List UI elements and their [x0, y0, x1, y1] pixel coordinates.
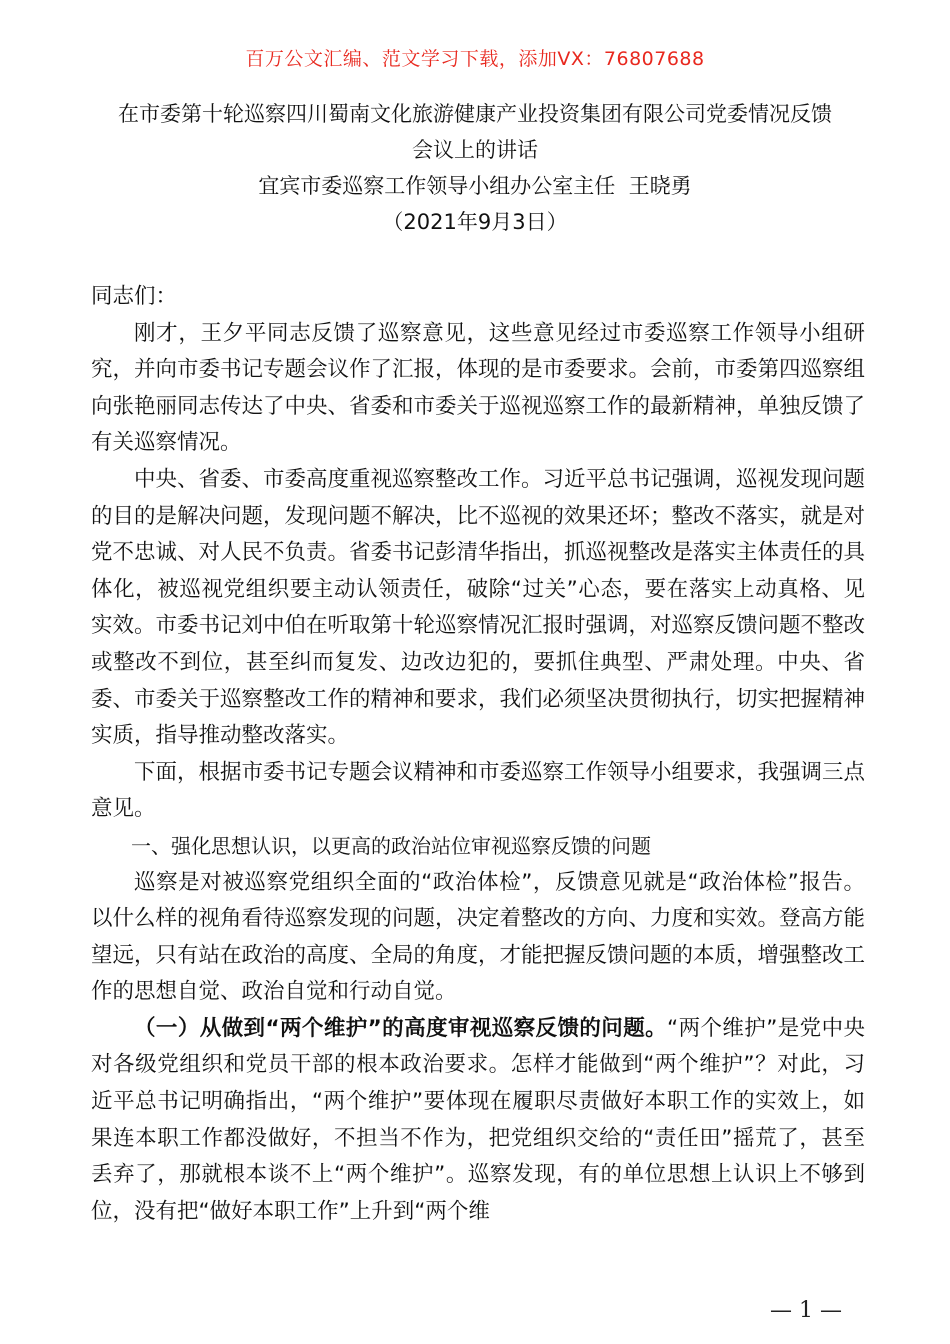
title-line-1: 在市委第十轮巡察四川蜀南文化旅游健康产业投资集团有限公司党委情况反馈	[118, 102, 832, 126]
date-line: （2021年9月3日）	[382, 210, 568, 234]
paragraph-3: 下面，根据市委书记专题会议精神和市委巡察工作领导小组要求，我强调三点意见。	[91, 759, 866, 822]
paragraph-2: 中央、省委、市委高度重视巡察整改工作。习近平总书记强调，巡视发现问题的目的是解决问题，发现问题不解决，比不巡视的效果还坏；整改不落实，就是对党不忠诚、对人民不负责。省委书记彭清华指出，抓巡视整改是落实主体责任的具体化，被巡视党组织要主动认领责任，破除“过关”心态，要在落实上动真格、见实效。市委书记刘中伯在听取第十轮巡察情况汇报时强调，对巡察反馈问题不整改或整改不到位，甚至纠而复发、边改边犯的，要抓住典型、严肃处理。中央、省委、市委关于巡察整改工作的精神和要求，我们必须坚决贯彻执行，切实把握精神实质，指导推动整改落实。	[91, 466, 866, 749]
title-block	[80, 96, 870, 240]
salutation: 同志们：	[91, 284, 178, 309]
paragraph-5-text: “两个维护”是党中央对各级党组织和党员干部的根本政治要求。怎样才能做到“两个维护”？对此，习近平总书记明确指出，“两个维护”要体现在履职尽责做好本职工作的实效上，如果连本职工作都没做好，不担当不作为，把党组织交给的“责任田”摇荒了，甚至丢弃了，那就根本谈不上“两个维护”。巡察发现，有的单位思想上认识上不够到位，没有把“做好本职工作”上升到“两个维	[91, 1015, 866, 1224]
subheading-1: （一）从做到“两个维护”的高度审视巡察反馈的问题。	[134, 1015, 668, 1041]
watermark-banner: 百万公文汇编、范文学习下载，添加VX：76807688	[245, 48, 705, 70]
paragraph-4: 巡察是对被巡察党组织全面的“政治体检”，反馈意见就是“政治体检”报告。以什么样的视角看待巡察发现的问题，决定着整改的方向、力度和实效。登高方能望远，只有站在政治的高度、全局的角度，才能把握反馈问题的本质，增强整改工作的思想自觉、政治自觉和行动自觉。	[91, 869, 866, 1005]
speaker-line: 宜宾市委巡察工作领导小组办公室主任 王晓勇	[258, 174, 692, 198]
paragraph-5	[91, 1011, 865, 1231]
section-heading-1: 一、强化思想认识，以更高的政治站位审视巡察反馈的问题	[131, 833, 651, 858]
document-body	[91, 279, 865, 1230]
title-line-2: 会议上的讲话	[412, 138, 538, 162]
paragraph-1: 刚才，王夕平同志反馈了巡察意见，这些意见经过市委巡察工作领导小组研究，并向市委书记专题会议作了汇报，体现的是市委要求。会前，市委第四巡察组向张艳丽同志传达了中央、省委和市委关于巡视巡察工作的最新精神，单独反馈了有关巡察情况。	[91, 320, 866, 456]
page-number: — 1 —	[770, 1298, 842, 1323]
